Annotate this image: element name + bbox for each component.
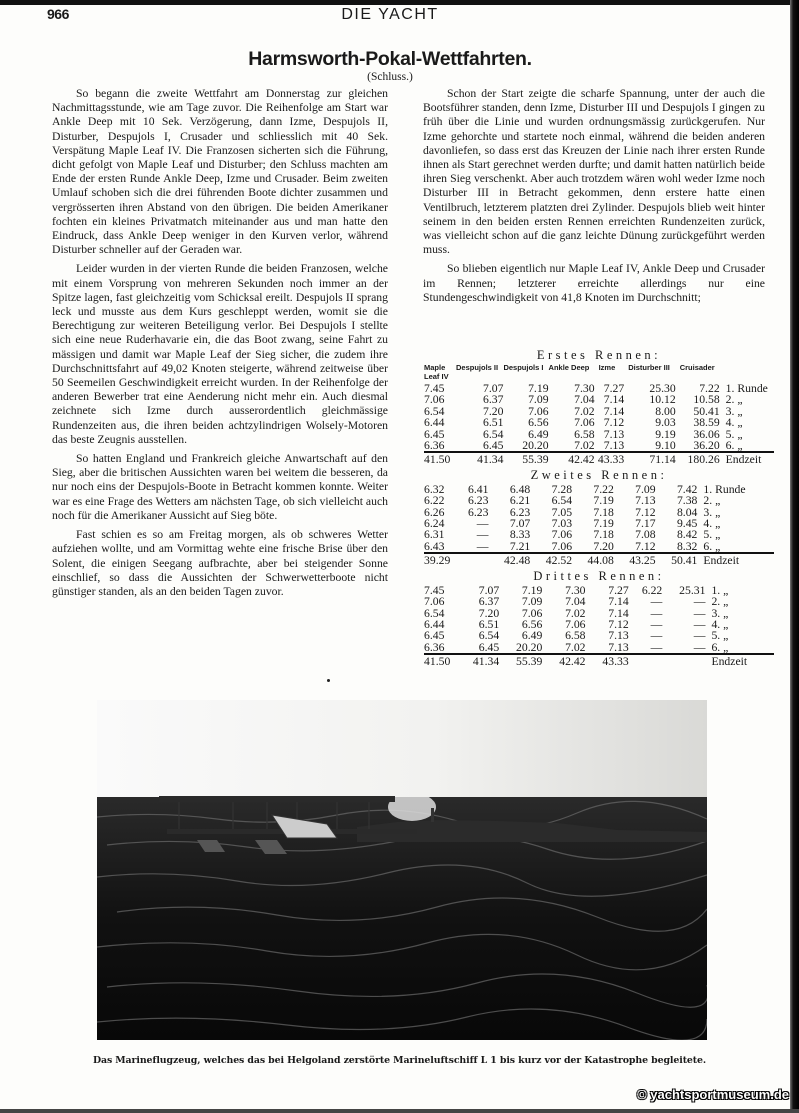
- table-row: [424, 495, 774, 506]
- photo-caption: Das Marineflugzeug, welches das bei Helgoland zerstörte Marineluftschiff L 1 bis kurz vor der Katastrophe begleitete.: [92, 1055, 707, 1066]
- lap-label: 6. „: [725, 439, 743, 453]
- lap-time-cell: —: [476, 517, 489, 531]
- lap-time-cell: 20.20: [522, 439, 549, 453]
- lap-time-cell: 6.58: [574, 427, 595, 441]
- paragraph: Leider wurden in der vierten Runde die beiden Franzosen, welche mit einem Vorsprung von mehreren Sekunden noch immer an der Spitze lagen, fast gleichzeitig vom Schicksal ereilt. Despujols II sprang leck und musste aus dem Kurs geschleppt werden, womit sie die Berechtigung zur weiteren Beteiligung verlor. Bei Despujols I stellte sich eine neue Ruderhavarie ein, die das Boot zwang, seine Fahrt zu mässigen und damit war Maple Leaf der Sieg sicher, die zudem ihre Durchschnittsfahrt auf 49,02 Knoten steigerte, während zeitweise über 50 Seemeilen Geschwindigkeit erreicht wurden. In der Reihenfolge der anderen Bewerber trat eine Aenderung nicht mehr ein. Auch diesmal zeichnete sich Izme durch ausserordentlich gleichmässige Rundenzeiten aus, die ihren beiden achtzylindrigen Wolsely-Motoren das beste Zeugnis ausstellen.: [52, 262, 388, 446]
- lap-time-cell: 7.13: [603, 439, 625, 453]
- lap-time-cell: 7.04: [574, 393, 595, 407]
- lap-time-cell: 6.41: [468, 482, 489, 496]
- lap-time-cell: —: [693, 629, 706, 643]
- lap-time-cell: —: [693, 606, 706, 620]
- lap-label: 2. „: [725, 393, 743, 407]
- lap-label: 4. „: [725, 416, 743, 430]
- lap-label: 2. „: [703, 494, 721, 508]
- lighthouse-icon: [431, 808, 434, 822]
- lap-time-cell: 10.12: [649, 393, 676, 407]
- lap-time-cell: 9.10: [655, 439, 676, 453]
- lap-time-cell: 43.33: [586, 654, 629, 667]
- lap-time-cell: 6.54: [478, 629, 500, 643]
- race-title: Erstes Rennen:: [536, 348, 662, 362]
- lap-time-cell: 42.52: [530, 553, 572, 566]
- total-label: Endzeit: [720, 452, 774, 465]
- fuselage: [272, 815, 337, 838]
- lap-label: 3. „: [703, 505, 721, 519]
- lap-label: 5. „: [725, 427, 743, 441]
- table-row: [424, 429, 774, 440]
- lap-time-cell: 7.18: [593, 505, 614, 519]
- lap-time-cell: 20.20: [516, 640, 543, 654]
- lap-time-cell: 6.31: [424, 528, 445, 542]
- lap-time-cell: 6.22: [641, 583, 663, 597]
- lap-time-cell: 7.20: [593, 539, 614, 553]
- total-row: [424, 553, 774, 566]
- lap-time-cell: —: [693, 617, 706, 631]
- lap-time-cell: 6.22: [424, 494, 445, 508]
- lap-time-cell: —: [476, 528, 489, 542]
- lap-time-cell: 7.09: [635, 482, 656, 496]
- race-table: [424, 364, 774, 466]
- lap-time-cell: 7.13: [603, 427, 625, 441]
- lap-time-cell: 6.37: [482, 393, 504, 407]
- lap-time-cell: 7.19: [528, 382, 549, 395]
- watermark: © yachtsportmuseum.de: [637, 1087, 789, 1102]
- lap-label: 3. „: [725, 404, 743, 418]
- paragraph: So blieben eigentlich nur Maple Leaf IV, Ankle Deep und Crusader im Rennen; letzterer erreichte allerdings nur eine Stundengeschwindigkeit von 41,8 Knoten im Durchschnitt;: [423, 262, 765, 304]
- lap-time-cell: 38.59: [693, 416, 720, 430]
- lap-time-cell: 7.06: [551, 539, 573, 553]
- lap-time-cell: 42.42: [542, 654, 585, 667]
- lap-time-cell: 6.49: [521, 629, 543, 643]
- lap-time-cell: 6.37: [478, 595, 500, 609]
- column-header: Despujols II: [456, 363, 499, 372]
- lap-label: 5. „: [703, 528, 721, 542]
- lap-time-cell: 41.50: [424, 654, 456, 667]
- lap-time-cell: 7.18: [593, 528, 614, 542]
- table-row: [424, 417, 774, 428]
- lap-time-cell: 7.06: [424, 393, 445, 407]
- scan-binding-edge: [790, 0, 799, 1113]
- lap-label: 4. „: [703, 517, 721, 531]
- photo-sky: [97, 700, 707, 797]
- article-title: Harmsworth-Pokal-Wettfahrten.: [248, 48, 532, 70]
- table-row: [424, 642, 774, 654]
- lap-time-cell: 7.09: [528, 393, 549, 407]
- lap-time-cell: 9.03: [655, 416, 676, 430]
- lap-time-cell: 6.23: [468, 505, 489, 519]
- lap-time-cell: 6.48: [509, 482, 531, 496]
- lap-label: 1. Runde: [725, 382, 768, 395]
- lap-time-cell: 25.30: [649, 382, 676, 395]
- lap-time-cell: 6.56: [521, 617, 543, 631]
- total-label: Endzeit: [697, 553, 774, 566]
- lap-time-cell: 8.32: [676, 539, 698, 553]
- lap-time-cell: 7.06: [551, 528, 573, 542]
- lap-label: 1. Runde: [703, 482, 746, 496]
- lap-time-cell: 6.43: [424, 539, 445, 553]
- running-title: DIE YACHT: [341, 6, 439, 23]
- lap-time-cell: 7.13: [608, 629, 629, 643]
- lap-time-cell: 7.30: [574, 382, 595, 395]
- scan-bottom-edge: [0, 1109, 799, 1113]
- lap-time-cell: 6.51: [478, 617, 500, 631]
- lap-time-cell: 8.04: [676, 505, 698, 519]
- lap-time-cell: 6.56: [528, 416, 549, 430]
- race-table: [424, 484, 774, 567]
- float-left: [197, 840, 225, 852]
- lap-time-cell: 9.19: [655, 427, 676, 441]
- left-column: [52, 87, 388, 604]
- lap-time-cell: 7.12: [608, 617, 629, 631]
- lap-time-cell: 71.14: [624, 452, 675, 465]
- lap-time-cell: 7.07: [478, 583, 500, 597]
- print-speck: [327, 679, 330, 682]
- lap-time-cell: 7.03: [551, 517, 573, 531]
- lap-time-cell: 7.07: [509, 517, 531, 531]
- lap-time-cell: 7.14: [608, 595, 629, 609]
- lap-time-cell: 7.20: [478, 606, 500, 620]
- lap-time-cell: 6.44: [424, 416, 445, 430]
- lap-time-cell: 7.14: [603, 393, 625, 407]
- total-label: Endzeit: [705, 654, 774, 667]
- lap-time-cell: 7.30: [565, 583, 586, 597]
- lap-time-cell: 7.45: [424, 583, 445, 597]
- race-results: [424, 346, 774, 668]
- lap-time-cell: 44.08: [572, 553, 614, 566]
- lap-time-cell: 7.02: [565, 640, 586, 654]
- lap-time-cell: 42.42: [549, 452, 595, 465]
- lap-time-cell: 41.50: [424, 452, 456, 465]
- lap-time-cell: —: [693, 595, 706, 609]
- lap-time-cell: 7.42: [676, 482, 698, 496]
- lap-time-cell: 9.45: [676, 517, 698, 531]
- lap-time-cell: —: [650, 640, 663, 654]
- lap-time-cell: 43.33: [595, 452, 625, 465]
- paragraph: So begann die zweite Wettfahrt am Donnerstag zur gleichen Nachmittagsstunde, wie am Tage zuvor. Die Reihenfolge am Start war Ankle Deep mit 10 Sek. Verzögerung, dann Izme, Despujols II, Disturber, Despujols I, Crusader und schliesslich mit 40 Sek. Verspätung Maple Leaf IV. Die Franzosen sicherten sich die Führung, dicht gefolgt von Maple Leaf und Disturber; den Schluss machten am Ende der ersten Runde Ankle Deep, Izme und Crusader. Beim zweiten Umlauf schoben sich die drei führenden Boote dichter zusammen und vergrösserten ihren Abstand von den übrigen. Die beiden Amerikaner fochten ein kleines Privatmatch miteinander aus und man hatte den Eindruck, dass Ankle Deep weniger in den Kurven verlor, während Disturber schneller auf der Geraden war.: [52, 87, 388, 257]
- lap-time-cell: 6.51: [482, 416, 504, 430]
- race-title: Zweites Rennen:: [530, 467, 668, 482]
- column-header: Despujols I: [503, 363, 544, 372]
- table-header-row: [424, 364, 774, 383]
- lap-time-cell: 7.06: [424, 595, 445, 609]
- lap-time-cell: 41.34: [456, 452, 503, 465]
- lap-time-cell: 6.54: [424, 404, 445, 418]
- lap-time-cell: 7.13: [608, 640, 629, 654]
- lap-time-cell: 8.42: [676, 528, 698, 542]
- lap-label: 4. „: [711, 617, 729, 631]
- lap-time-cell: 6.45: [478, 640, 500, 654]
- lap-time-cell: —: [476, 539, 489, 553]
- lap-time-cell: 7.14: [608, 606, 629, 620]
- lap-time-cell: 7.38: [676, 494, 698, 508]
- lap-time-cell: 7.05: [551, 505, 573, 519]
- lap-time-cell: 8.00: [655, 404, 676, 418]
- lap-time-cell: 7.12: [635, 539, 656, 553]
- lap-time-cell: 7.19: [593, 494, 614, 508]
- lap-time-cell: 7.04: [565, 595, 586, 609]
- paragraph: Fast schien es so am Freitag morgen, als ob schweres Wetter aufziehen wollte, und am Vormittag wehte eine frische Brise über den Solent, die einigen Seegang aufbrachte, aber bei steigender Sonne einschlief, so dass die Aussichten der Schwerwetterboote nicht günstiger standen, als an den beiden Tagen zuvor.: [52, 528, 388, 598]
- lap-time-cell: 7.02: [565, 606, 586, 620]
- lap-time-cell: 7.06: [574, 416, 595, 430]
- float-right: [255, 840, 287, 854]
- lap-time-cell: 41.34: [456, 654, 499, 667]
- lap-time-cell: 180.26: [676, 452, 720, 465]
- table-row: [424, 394, 774, 405]
- lap-label: 1. „: [711, 583, 729, 597]
- table-row: [424, 596, 774, 607]
- column-header: Maple Leaf IV: [424, 363, 449, 381]
- lap-time-cell: 7.02: [574, 404, 595, 418]
- lap-time-cell: 7.09: [521, 595, 543, 609]
- lap-time-cell: [629, 654, 663, 667]
- lap-time-cell: [662, 654, 705, 667]
- lap-time-cell: 8.33: [509, 528, 531, 542]
- lap-time-cell: 7.22: [593, 482, 614, 496]
- lap-time-cell: 7.06: [528, 404, 549, 418]
- lap-time-cell: 6.23: [468, 494, 489, 508]
- page-number: 966: [47, 6, 69, 22]
- column-header: Cruisader: [679, 363, 715, 372]
- lap-time-cell: 7.19: [521, 583, 543, 597]
- lap-time-cell: 7.07: [482, 382, 504, 395]
- total-row: [424, 452, 774, 465]
- lap-time-cell: 6.23: [509, 505, 531, 519]
- lap-time-cell: 7.22: [699, 382, 720, 395]
- lap-time-cell: 50.41: [656, 553, 698, 566]
- lap-label: 6. „: [703, 539, 721, 553]
- lap-time-cell: —: [650, 606, 663, 620]
- lap-time-cell: 7.08: [635, 528, 656, 542]
- lap-time-cell: 42.48: [488, 553, 530, 566]
- lap-time-cell: 6.54: [482, 427, 504, 441]
- table-row: [424, 541, 774, 553]
- lap-time-cell: 7.13: [635, 494, 656, 508]
- lap-time-cell: 36.20: [693, 439, 720, 453]
- lap-time-cell: 7.21: [509, 539, 531, 553]
- table-row: [424, 406, 774, 417]
- total-row: [424, 654, 774, 667]
- lap-time-cell: 6.26: [424, 505, 445, 519]
- lap-time-cell: —: [693, 640, 706, 654]
- lap-time-cell: —: [650, 629, 663, 643]
- lap-time-cell: 6.58: [565, 629, 586, 643]
- paragraph: So hatten England und Frankreich gleiche Anwartschaft auf den Sieg, aber die britischen Aussichten waren bei weitem die besseren, da nur noch eins der Despujols-Boote in Betracht kommen konnte. Weiter war es eine Frage des Wetters am nächsten Tage, ob sich vielleicht auch noch für die Amerikaner Aussicht auf Sieg böte.: [52, 452, 388, 522]
- paragraph: Schon der Start zeigte die scharfe Spannung, unter der auch die Bootsführer standen, denn Izme, Disturber III und Despujols I gingen zu früh über die Linie und wurden ordnungsmässig zurückgerufen. Nur Izme gehorchte und startete noch einmal, während die beiden anderen davonliefen, so dass erst das Kreuzen der Linie nach ihrer ersten Runde ihnen als Start gerechnet werden durfte; und damit hatten natürlich beide ihren Sieg verschenkt. Aber auch trotzdem wären wohl weder Izme noch Disturber III in Betracht gekommen, denn erstere hatte einen Ventilbruch, letzterem platzten drei Zylinder. Despujols blieb weit hinter seinem in den beiden ersten Rennen erreichten Rundenzeiten zurück, was vielleicht schon auf die ganz leichte Dünung zurückgeführt werden muss.: [423, 87, 765, 257]
- lap-time-cell: 7.19: [593, 517, 614, 531]
- lap-time-cell: 55.39: [503, 452, 548, 465]
- lap-time-cell: 7.45: [424, 382, 445, 395]
- column-header: Ankle Deep: [548, 363, 590, 372]
- lap-time-cell: [456, 553, 488, 566]
- lap-time-cell: 36.06: [693, 427, 720, 441]
- lap-time-cell: 25.31: [679, 583, 706, 597]
- lap-time-cell: 6.49: [528, 427, 549, 441]
- right-column: [423, 87, 765, 310]
- lap-time-cell: 6.44: [424, 617, 445, 631]
- lap-time-cell: 7.12: [603, 416, 625, 430]
- column-header: Disturber III: [628, 363, 670, 372]
- lap-time-cell: 7.12: [635, 505, 656, 519]
- lap-time-cell: 6.24: [424, 517, 445, 531]
- lap-time-cell: 7.17: [635, 517, 656, 531]
- lap-label: 2. „: [711, 595, 729, 609]
- lap-time-cell: 7.20: [482, 404, 504, 418]
- lap-time-cell: 6.21: [509, 494, 531, 508]
- lap-time-cell: 6.36: [424, 439, 445, 453]
- race-title: Drittes Rennen:: [533, 568, 665, 583]
- lap-time-cell: 6.45: [482, 439, 504, 453]
- lap-time-cell: 6.54: [424, 606, 445, 620]
- lap-time-cell: 7.14: [603, 404, 625, 418]
- lap-time-cell: 10.58: [693, 393, 720, 407]
- table-row: [424, 383, 774, 394]
- lap-time-cell: 50.41: [693, 404, 720, 418]
- lap-time-cell: 7.28: [551, 482, 573, 496]
- scan-top-edge: [0, 0, 799, 5]
- lap-time-cell: 39.29: [424, 553, 456, 566]
- lap-label: 5. „: [711, 629, 729, 643]
- lap-time-cell: 43.25: [614, 553, 656, 566]
- lap-time-cell: 7.27: [608, 583, 629, 597]
- lap-time-cell: 6.36: [424, 640, 445, 654]
- lap-time-cell: 6.45: [424, 629, 445, 643]
- lap-time-cell: 6.54: [551, 494, 573, 508]
- lap-label: 6. „: [711, 640, 729, 654]
- seaplane-and-island: [97, 790, 707, 860]
- lap-time-cell: 6.45: [424, 427, 445, 441]
- lap-time-cell: —: [650, 617, 663, 631]
- article-subtitle: (Schluss.): [367, 71, 413, 83]
- upper-wing: [159, 796, 395, 802]
- lap-time-cell: —: [650, 595, 663, 609]
- column-header: Izme: [598, 363, 616, 372]
- table-row: [424, 630, 774, 641]
- table-row: [424, 440, 774, 452]
- lap-time-cell: 55.39: [499, 654, 542, 667]
- lap-time-cell: 7.27: [603, 382, 625, 395]
- lap-time-cell: 7.06: [565, 617, 586, 631]
- lap-time-cell: 6.32: [424, 482, 445, 496]
- lap-time-cell: 7.06: [521, 606, 543, 620]
- race-table: [424, 585, 774, 668]
- lap-time-cell: 7.02: [574, 439, 595, 453]
- lap-label: 3. „: [711, 606, 729, 620]
